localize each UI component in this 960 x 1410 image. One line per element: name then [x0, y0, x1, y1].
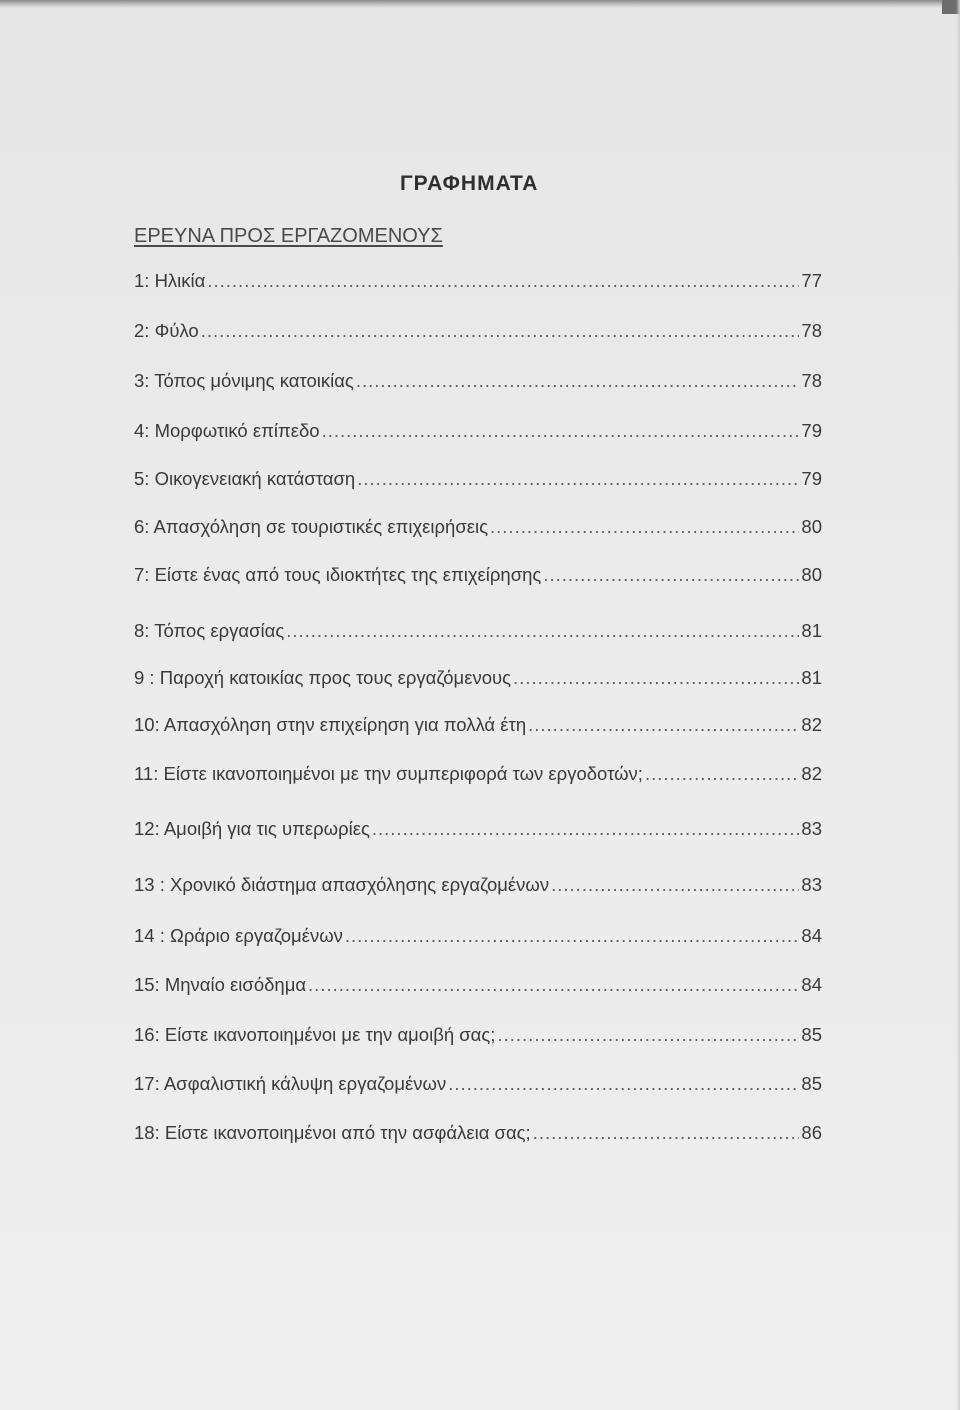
toc-leader-dots	[497, 1022, 799, 1048]
toc-leader-dots	[448, 1071, 799, 1097]
toc-entry-label: 10: Απασχόληση στην επιχείρηση για πολλά έτη	[134, 714, 527, 735]
toc-leader-dots	[490, 514, 799, 540]
toc-entry-label: 4: Μορφωτικό επίπεδο	[134, 420, 320, 441]
toc-entry-label: 7: Είστε ένας από τους ιδιοκτήτες της επιχείρησης	[134, 564, 542, 585]
toc-leader-dots	[533, 1120, 800, 1146]
toc-leader-dots	[543, 562, 799, 588]
toc-leader-dots	[372, 816, 800, 842]
toc-entry	[134, 761, 822, 787]
toc-entry	[134, 1071, 822, 1097]
toc-entry-label: 5: Οικογενειακή κατάσταση	[134, 468, 356, 489]
toc-entry	[134, 318, 822, 344]
toc-entry-label: 1: Ηλικία	[134, 270, 206, 291]
toc-page-number: 83	[801, 818, 822, 839]
toc-entry-label: 13 : Χρονικό διάστημα απασχόλησης εργαζομένων	[134, 874, 550, 895]
toc-leader-dots	[356, 368, 800, 394]
toc-entry	[134, 972, 822, 998]
toc-page-number: 83	[801, 874, 822, 895]
toc-entry-label: 17: Ασφαλιστική κάλυψη εργαζομένων	[134, 1073, 447, 1094]
toc-page-number: 81	[801, 620, 822, 641]
toc-entry	[134, 665, 822, 691]
toc-entry	[134, 712, 822, 738]
toc-entry-label: 8: Τόπος εργασίας	[134, 620, 285, 641]
section-heading: ΕΡΕΥΝΑ ΠΡΟΣ ΕΡΓΑΖΟΜΕΝΟΥΣ	[134, 225, 443, 247]
toc-entry	[134, 368, 822, 394]
toc-page-number: 78	[801, 320, 822, 341]
toc-page-number: 82	[801, 763, 822, 784]
toc-leader-dots	[207, 268, 799, 294]
toc-leader-dots	[513, 665, 799, 691]
toc-entry	[134, 872, 822, 898]
toc-entry-label: 3: Τόπος μόνιμης κατοικίας	[134, 370, 354, 391]
toc-entry-label: 9 : Παροχή κατοικίας προς τους εργαζόμενους	[134, 667, 512, 688]
toc-leader-dots	[645, 761, 799, 787]
toc-leader-dots	[551, 872, 799, 898]
toc-entry	[134, 1120, 822, 1146]
toc-entry	[134, 816, 822, 842]
toc-entry	[134, 466, 822, 492]
toc-page-number: 86	[801, 1122, 822, 1143]
toc-leader-dots	[528, 712, 799, 738]
toc-entry-label: 16: Είστε ικανοποιημένοι με την αμοιβή σας;	[134, 1024, 496, 1045]
toc-leader-dots	[357, 466, 799, 492]
page-title: ΓΡΑΦΗΜΑΤΑ	[400, 172, 539, 195]
toc-page-number: 82	[801, 714, 822, 735]
toc-entry	[134, 1022, 822, 1048]
toc-entry	[134, 618, 822, 644]
toc-entry-label: 14 : Ωράριο εργαζομένων	[134, 925, 343, 946]
toc-entry	[134, 923, 822, 949]
toc-page-number: 85	[801, 1024, 822, 1045]
toc-page-number: 80	[801, 516, 822, 537]
toc-entry-label: 2: Φύλο	[134, 320, 199, 341]
toc-leader-dots	[345, 923, 800, 949]
toc-page-number: 79	[801, 468, 822, 489]
toc-entry-label: 15: Μηναίο εισόδημα	[134, 974, 307, 995]
toc-page-number: 81	[801, 667, 822, 688]
toc-leader-dots	[201, 318, 800, 344]
toc-page-number: 84	[801, 925, 822, 946]
toc-entry	[134, 268, 822, 294]
toc-leader-dots	[308, 972, 799, 998]
toc-entry-label: 6: Απασχόληση σε τουριστικές επιχειρήσεις	[134, 516, 489, 537]
toc-entry	[134, 514, 822, 540]
toc-entry-label: 11: Είστε ικανοποιημένοι με την συμπεριφορά των εργοδοτών;	[134, 763, 643, 784]
toc-page-number: 78	[801, 370, 822, 391]
toc-page-number: 80	[801, 564, 822, 585]
toc-page-number: 79	[801, 420, 822, 441]
toc-page-number: 77	[801, 270, 822, 291]
toc-page-number: 85	[801, 1073, 822, 1094]
toc-leader-dots	[322, 418, 800, 444]
scan-top-edge	[0, 0, 960, 8]
toc-entry	[134, 418, 822, 444]
toc-page-number: 84	[801, 974, 822, 995]
toc-entry	[134, 562, 822, 588]
toc-entry-label: 18: Είστε ικανοποιημένοι από την ασφάλεια σας;	[134, 1122, 531, 1143]
toc-leader-dots	[286, 618, 799, 644]
scan-right-edge	[956, 0, 960, 1410]
toc-entry-label: 12: Αμοιβή για τις υπερωρίες	[134, 818, 370, 839]
